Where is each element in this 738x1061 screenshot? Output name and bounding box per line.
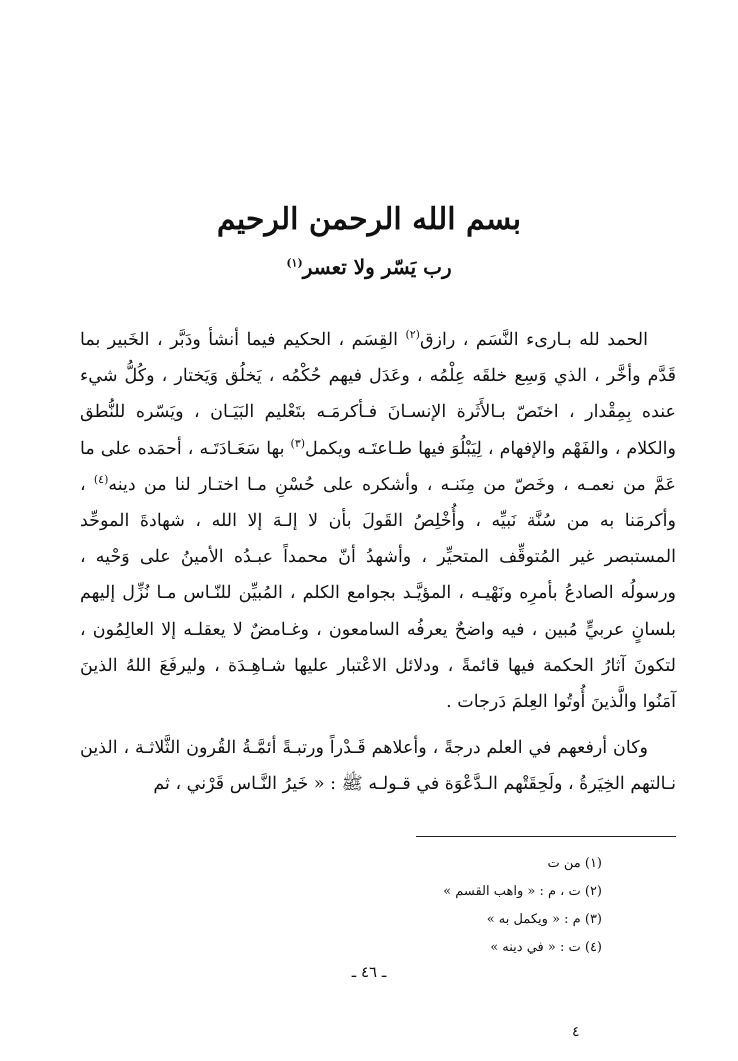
footnote-item: (١) من ت bbox=[547, 856, 602, 871]
paragraph-1-part-4: ، وأكرمَنا به من سُنَّة نَبيِّه ، وأُخْلِصُ القَولَ بأن لا إلـهَ إلا الله ، شهادةَ الموحِّد المستبصر غير المُتوقِّف المتحيِّر ، وأشهدُ أنّ محمداً عبـدُه الأمينُ على وَحْيه ، ورسولُه الصادعُ بأمرِه ونَهْيـه ، المؤيَّـد بجوامع الكلم ، المُبيِّن للنّـاس مـا نُزِّل إليهم بلسانٍ عربيٍّ مُبين ، فيه واضحٌ يعرفُه السامعون ، وغـامضٌ لا يعقلـه إلا العالِمُون ، لتكونَ آثارُ الحكمة فيها قائمةً ، ودلائل الاعْتبار عليها شـاهِـدَة ، وليرفَعَ اللهُ الذينَ آمَنُوا والَّذينَ أُوتُوا العِلمَ دَرجات . bbox=[80, 474, 676, 713]
footnote-item: (٤) ت : « في دينه » bbox=[490, 940, 602, 955]
main-text bbox=[80, 322, 676, 803]
footnote-ref-4: (٤) bbox=[93, 472, 109, 486]
paragraph-1-part-3: بها سَعَـادَتَـه ، أحمَده على ما عَمَّ من نعمـه ، وخَصّ من مِنَنـه ، وأشكره على حُسْنِ مـا اختـار لنا من دينه bbox=[80, 438, 676, 495]
footnote-item: (٣) م : « ويكمل به » bbox=[486, 912, 602, 927]
signature-mark: ٤ bbox=[572, 1024, 580, 1040]
invocation-text: رب يَسّر ولا تعسر bbox=[302, 255, 452, 279]
invocation-subtitle bbox=[0, 252, 738, 282]
paragraph-2: وكان أرفعهم في العلم درجةً ، وأعلاهم قَـدْراً ورتبـةً أئمَّـةُ القُرون الثَّلاثـة ، الذين نـالتهم الخِيَرةُ ، ولَحِقَتْهم الـدَّعْوَة في قـولـه ﷺ : « خَيرُ النَّـاس قَرْني ، ثم bbox=[80, 738, 676, 795]
footnote-ref-2: (٢) bbox=[405, 328, 420, 342]
footnote-item: (٢) ت ، م : « واهب القسم » bbox=[443, 884, 602, 899]
paragraph-1-part-1: الحمد لله بـارىء النَّسَم ، رازق bbox=[419, 330, 649, 350]
footnote-divider bbox=[416, 836, 676, 837]
page-number: ـ ٤٦ ـ bbox=[351, 963, 387, 981]
basmala-title: بسم الله الرحمن الرحيم bbox=[216, 202, 522, 237]
paragraph-1 bbox=[80, 322, 676, 720]
paragraph-1-part-2: القِسَم ، الحكيم فيما أنشأ ودَبَّر ، الخَبير بما قَدَّم وأخَّر ، الذي وَسِع خلقَه عِلْمُه ، وعَدَل فيهم حُكْمُه ، يَخلُق وَيَختار ، وكُلُّ شيء عنده بِمِقْدار ، اختَصّ بـالأَثَرة الإنسـانَ فـأكرمَـه بتَعْليم البَيَـان ، ويَسّره للنُّطق والكلام ، والفَهْم والإفهام ، لِيَبْلُوَ فيها طـاعتَـه ويكمل bbox=[80, 330, 676, 459]
footnote-ref-3: (٣) bbox=[290, 436, 306, 450]
footnotes-list bbox=[242, 850, 602, 962]
footnote-ref-1: (١) bbox=[286, 256, 303, 270]
